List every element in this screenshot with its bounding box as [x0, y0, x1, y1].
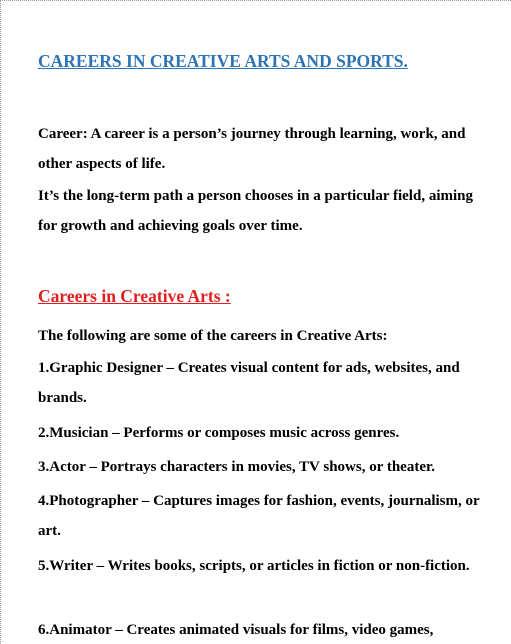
career-item-actor: 3.Actor – Portrays characters in movies, TV shows, or theater. [38, 459, 436, 475]
section-intro: The following are some of the careers in Creative Arts: [38, 328, 388, 344]
section-heading-creative-arts: Careers in Creative Arts : [38, 286, 231, 306]
career-item-graphic-designer: 1.Graphic Designer – Creates visual content for ads, websites, and brands. [38, 360, 460, 406]
career-item-musician: 2.Musician – Performs or composes music across genres. [38, 425, 400, 441]
career-item-writer: 5.Writer – Writes books, scripts, or articles in fiction or non-fiction. [38, 558, 470, 574]
document-title: CAREERS IN CREATIVE ARTS AND SPORTS. [38, 51, 408, 71]
career-definition: Career: A career is a person’s journey through learning, work, and other aspects of life. [38, 126, 466, 172]
career-item-animator: 6.Animator – Creates animated visuals for films, video games, [38, 622, 434, 638]
career-path: It’s the long-term path a person chooses in a particular field, aiming for growth and achieving goals over time. [38, 188, 473, 234]
career-item-photographer: 4.Photographer – Captures images for fashion, events, journalism, or art. [38, 493, 480, 539]
